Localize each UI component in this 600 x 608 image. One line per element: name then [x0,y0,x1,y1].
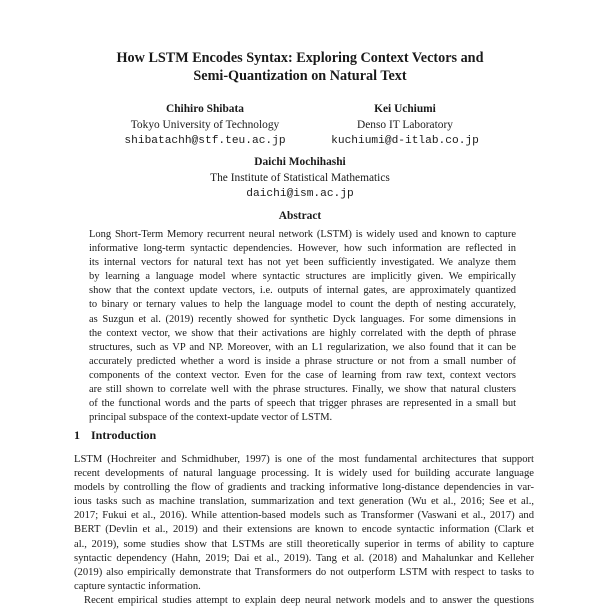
abstract-line: as Suzgun et al. (2019) recently showed for synthetic Dyck languages. For some dimensions in [89,313,516,325]
section-number: 1 [74,428,80,442]
abstract-line: Long Short-Term Memory recurrent neural network (LSTM) is widely used and known to capture [89,229,516,240]
body-line: ious tasks such as machine translation, summarization and text generation (Wu et al., 2016; See et al., [74,496,534,508]
abstract-line: informative long-term syntactic dependencies. However, how such information are reflected in [89,243,516,255]
author-block-3 [150,154,450,202]
abstract-line: of the functional words and the parts of speech that trigger phrases are represented in a small but [89,398,516,410]
body-line: LSTM (Hochreiter and Schmidhuber, 1997) is one of the most fundamental architectures that support [74,454,534,465]
abstract-heading: Abstract [278,210,322,222]
abstract-line: the context vector, we show that their activations are highly correlated with the depth of phrase [89,327,516,339]
abstract-line: by learning a language model where syntactic structures are implicitly given. We empirically [89,271,516,283]
body-line: Recent empirical studies attempt to explain deep neural network models and to answer the questions [84,594,534,606]
body-line: (2019) also empirically demonstrate that Transformers do not outperform LSTM with respect to tasks to [74,566,534,578]
body-line: recent developments of natural language processing. It is widely used for building accurate language [74,468,534,480]
body-line: BERT (Devlin et al., 2019) and their extensions are known to encode syntactic information (Clark et [74,524,534,536]
abstract-line: are still shown to correlate well with the phrase structures. Finally, we show that natural clusters [89,384,516,396]
introduction-body [74,453,534,608]
author-block-1 [110,101,300,149]
author-email: kuchiumi@d-itlab.co.jp [331,135,479,147]
body-line: capture syntactic information. [74,580,201,592]
paper-title [0,49,600,85]
section-heading [74,428,534,442]
author-name: Daichi Mochihashi [254,156,346,168]
abstract-line: principal subspace of the context-update vector of LSTM. [89,412,333,424]
abstract-line: its internal vectors for natural text has not yet been sufficiently investigated. We analyze them [89,257,516,269]
title-line-2: Semi-Quantization on Natural Text [193,68,407,84]
author-name: Kei Uchiumi [374,103,436,115]
author-affiliation: Denso IT Laboratory [357,119,453,131]
author-block-2 [305,101,505,149]
author-affiliation: Tokyo University of Technology [130,119,280,131]
author-email: daichi@ism.ac.jp [246,188,354,200]
section-title: Introduction [91,428,157,442]
body-line: models by controlling the flow of gradients and tracking informative long-distance dependencies in var- [74,482,534,494]
abstract-line: to binary or ternary values to help the language model to count the depth of nesting accurately, [89,299,516,311]
author-name: Chihiro Shibata [166,103,244,115]
author-affiliation: The Institute of Statistical Mathematics [210,172,390,184]
abstract-line: structures, such as VP and NP. Moreover, with an L1 regularization, we also found that it can be [89,341,516,353]
title-line-1: How LSTM Encodes Syntax: Exploring Context Vectors and [116,50,484,66]
abstract-line: show that the context update vectors, i.e. outputs of internal gates, are approximately quantized [89,285,516,297]
abstract-line: components of the context vector. Even for the case of learning from raw text, context vectors [89,369,516,381]
abstract-body [89,228,516,425]
author-email: shibatachh@stf.teu.ac.jp [124,135,286,147]
body-line: al., 2019), some studies show that LSTMs are still theoretically superior in terms of ability to capture [74,538,534,550]
body-line: 2017; Fukui et al., 2016). While attention-based models such as Transformer (Vaswani et al., 2017) and [74,510,534,522]
abstract-line: accurately predicted whether a word is inside a phrase structure or not from a small number of [89,355,516,367]
body-line: syntactic dependency (Hahn, 2019; Dai et al., 2019). Tang et al. (2018) and Mahalunkar and Kelleher [74,552,534,564]
